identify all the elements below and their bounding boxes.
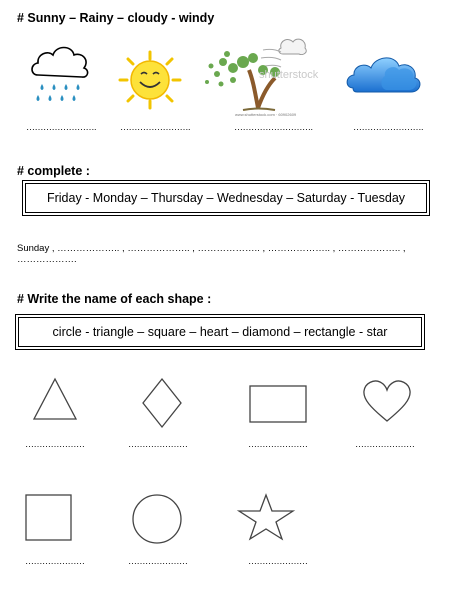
windy-tree-icon xyxy=(203,32,319,117)
shapes-heading: # Write the name of each shape : xyxy=(17,292,212,306)
shape-answer-line[interactable]: ………………… xyxy=(355,439,415,449)
complete-heading: # complete : xyxy=(17,164,90,178)
shapes-word-list: circle - triangle – square – heart – diamond – rectangle - star xyxy=(52,325,388,339)
diamond-icon xyxy=(141,377,183,429)
sun-icon xyxy=(115,50,185,110)
days-word-list: Friday - Monday – Thursday – Wednesday – Saturday - Tuesday xyxy=(46,191,406,205)
weather-answer-line[interactable]: ……………………. xyxy=(353,122,424,132)
weather-heading: # Sunny – Rainy – cloudy - windy xyxy=(17,11,215,25)
shape-answer-line[interactable]: ………………… xyxy=(248,439,308,449)
weather-answer-line[interactable]: ……………………. xyxy=(26,122,97,132)
square-icon xyxy=(25,494,73,542)
weather-answer-line[interactable]: ……………………. xyxy=(120,122,191,132)
shape-answer-line[interactable]: ………………… xyxy=(128,439,188,449)
rectangle-icon xyxy=(249,385,309,425)
shape-answer-line[interactable]: ………………… xyxy=(25,439,85,449)
shapes-word-box xyxy=(15,314,425,350)
days-sequence-line[interactable]: Sunday , ……………….. , ……………….. , ……………….. , ……………….. , ……………….. , ………………. xyxy=(17,243,406,265)
star-icon xyxy=(237,494,295,540)
rain-cloud-icon xyxy=(28,40,93,110)
shape-answer-line[interactable]: ………………… xyxy=(25,556,85,566)
circle-icon xyxy=(131,493,183,545)
weather-answer-line[interactable]: ………………………. xyxy=(234,122,313,132)
cloud-icon xyxy=(345,48,423,100)
days-word-box xyxy=(22,180,430,216)
shape-answer-line[interactable]: ………………… xyxy=(128,556,188,566)
picture-caption: www.shutterstock.com · 60902609 xyxy=(235,112,297,117)
heart-icon xyxy=(362,379,412,423)
triangle-icon xyxy=(32,377,78,421)
watermark: shutterstock xyxy=(259,69,319,81)
shape-answer-line[interactable]: ………………… xyxy=(248,556,308,566)
